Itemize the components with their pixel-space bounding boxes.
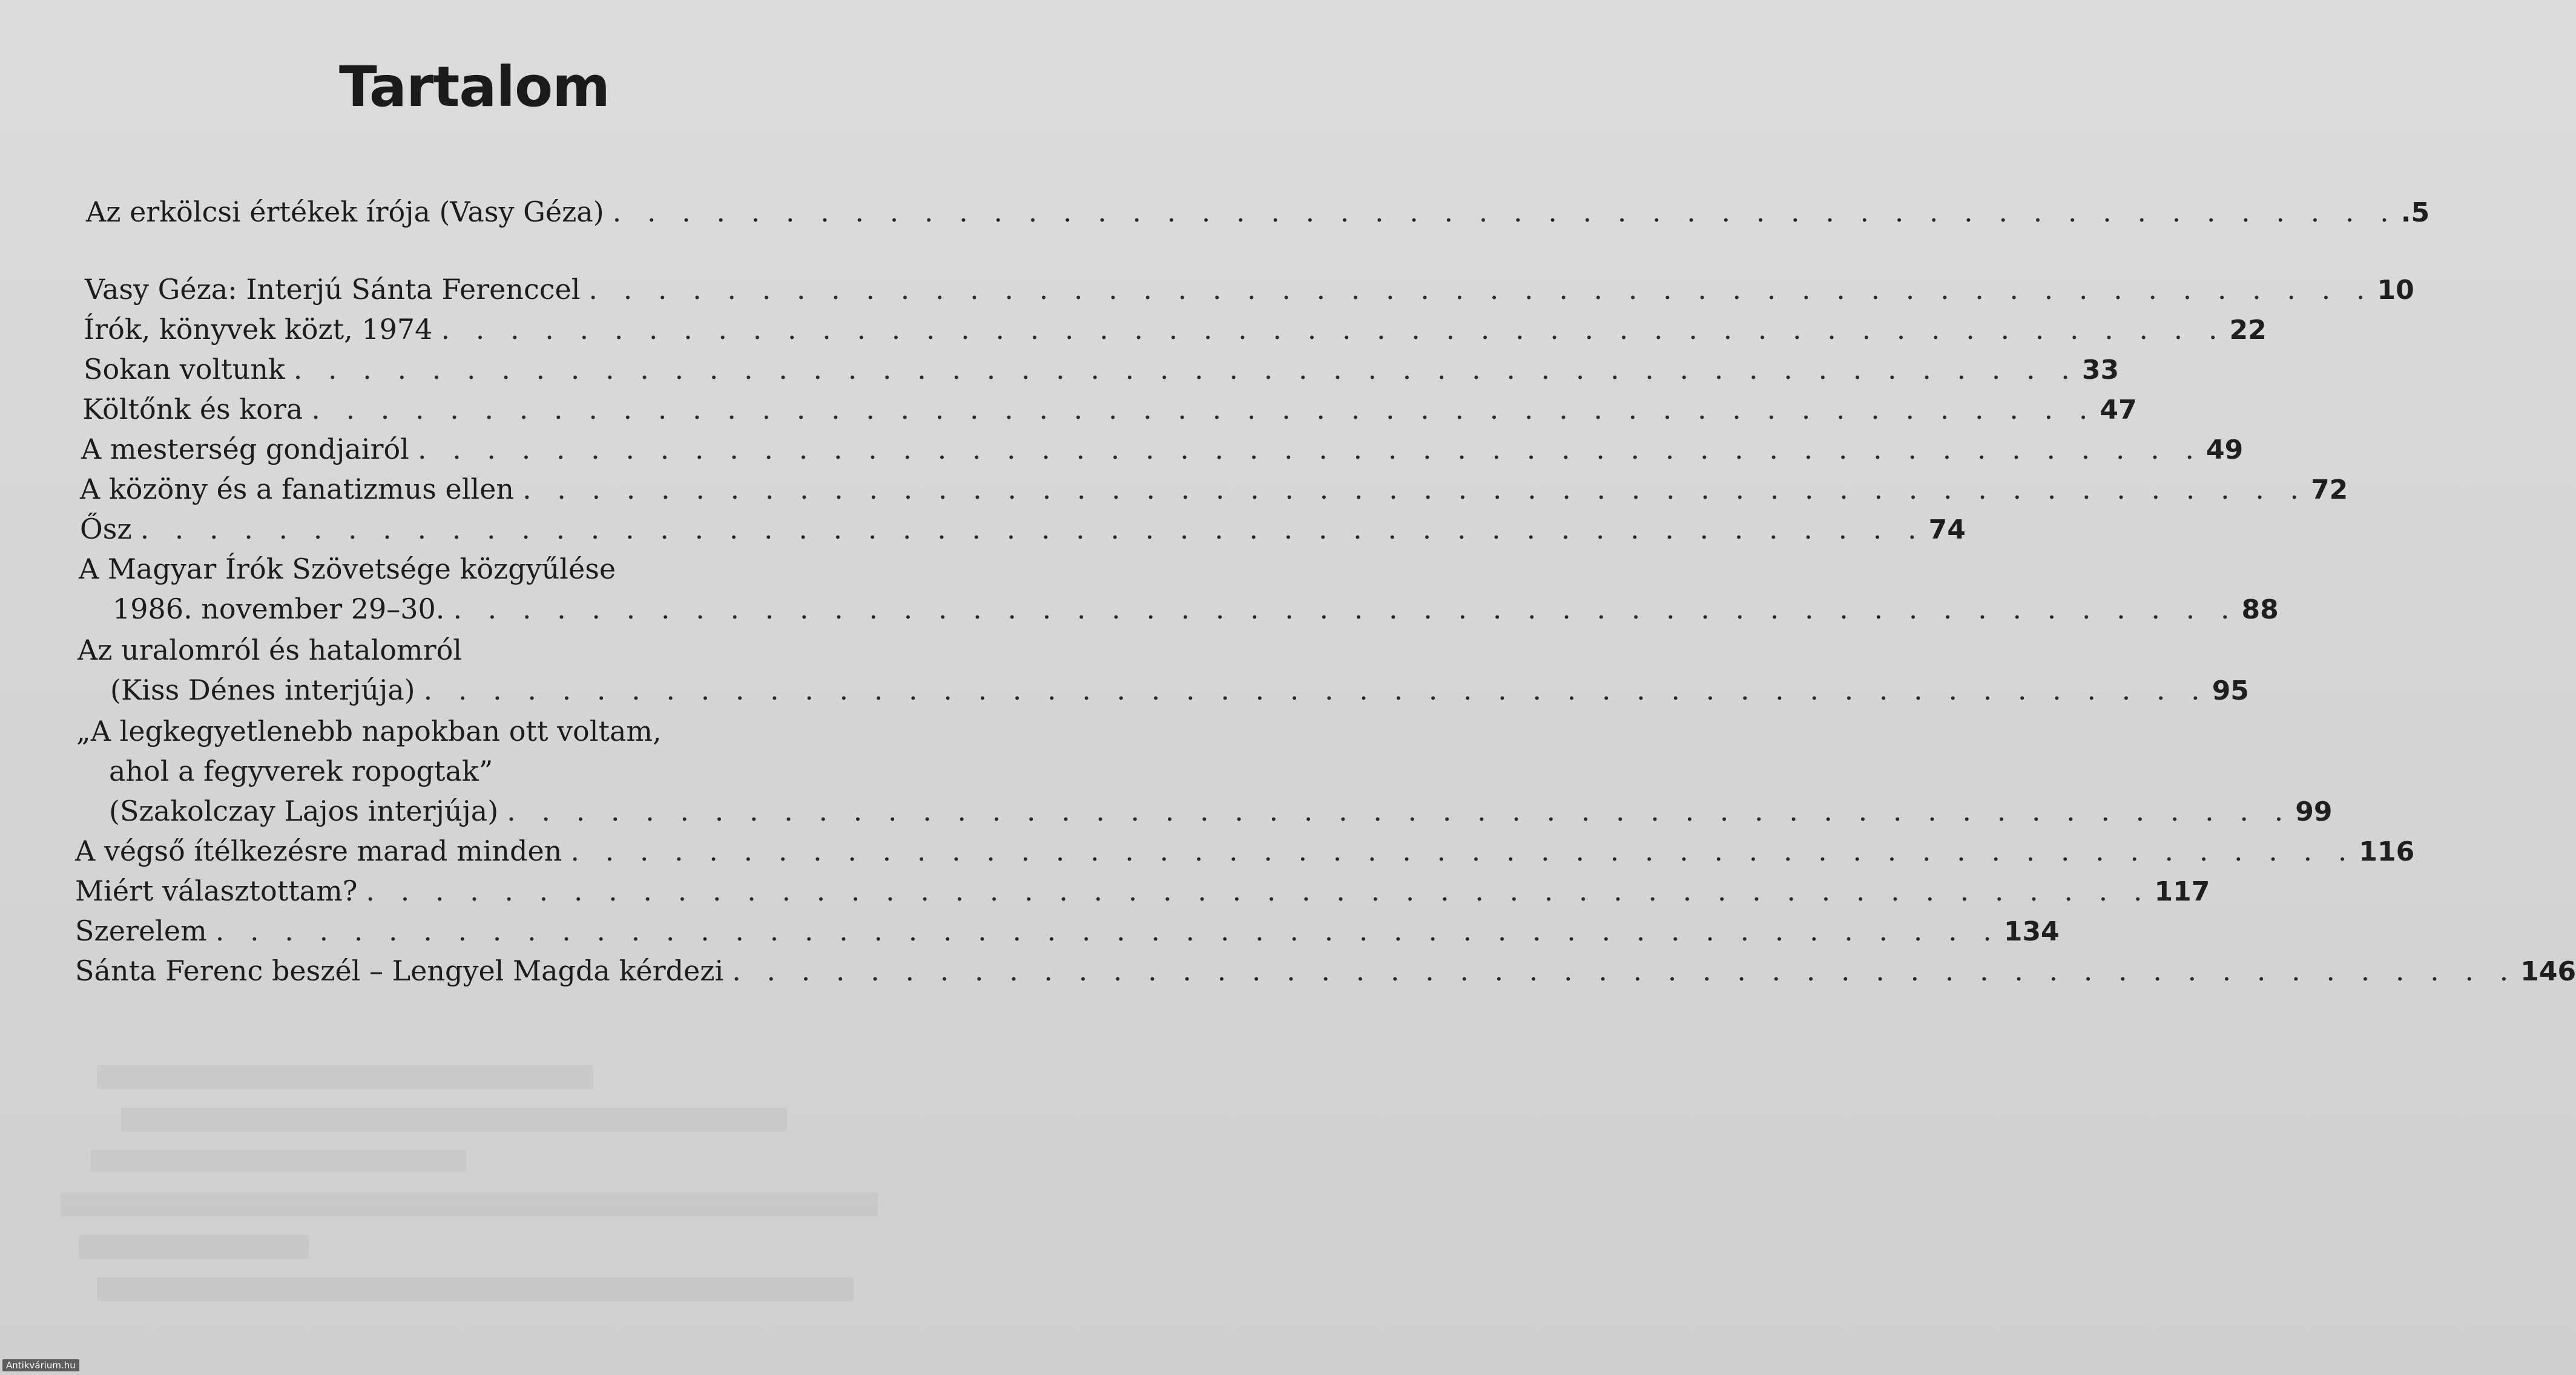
toc-title: Tartalom [339, 54, 610, 119]
toc-entry-title-line: Az uralomról és hatalomról [77, 634, 462, 666]
leader-dots: . . . . . . . . . . . . . . . . . . . . . . . . . . . . . . . . . . . . . . . . . . . . . . . . . . . . [366, 875, 2151, 907]
toc-page-number: 134 [2003, 916, 2060, 947]
toc-page-number: 10 [2377, 275, 2414, 306]
toc-page-number: 72 [2311, 474, 2348, 505]
leader-dots: . . . . . . . . . . . . . . . . . . . . . . . . . . . . . . . . . . . . . . . . . . . . . . . . . . . . [570, 835, 2356, 867]
bleed-through-shadow [91, 1150, 466, 1172]
leader-dots: . . . . . . . . . . . . . . . . . . . . . . . . . . . . . . . . . . . . . . . . . . . . . . . . . . . . [732, 954, 2517, 987]
toc-page-number: .5 [2400, 197, 2430, 228]
leader-dots: . . . . . . . . . . . . . . . . . . . . . . . . . . . . . . . . . . . . . . . . . . . . . . . . . . . . [441, 313, 2226, 346]
leader-dots: . . . . . . . . . . . . . . . . . . . . . . . . . . . . . . . . . . . . . . . . . . . . . . . . . . . . [311, 393, 2097, 425]
toc-entry-title: (Szakolczay Lajos interjúja) [109, 795, 499, 827]
leader-dots: . . . . . . . . . . . . . . . . . . . . . . . . . . . . . . . . . . . . . . . . . . . . . . . . . . . . [612, 195, 2397, 228]
toc-entry-title: Szerelem [75, 914, 207, 947]
toc-entry[interactable] [110, 672, 2249, 709]
toc-page-number: 88 [2241, 594, 2279, 625]
toc-page-number: 146 [2520, 956, 2576, 987]
toc-entry[interactable] [80, 511, 1966, 548]
toc-entry[interactable] [80, 471, 2348, 508]
toc-entry-title: A mesterség gondjairól [81, 433, 409, 465]
toc-entry[interactable] [86, 194, 2430, 231]
bleed-through-shadow [61, 1192, 878, 1216]
toc-page-number: 33 [2081, 355, 2120, 386]
leader-dots: . . . . . . . . . . . . . . . . . . . . . . . . . . . . . . . . . . . . . . . . . . . . . . . . . . . . [453, 592, 2238, 625]
toc-entry-title: Sokan voltunk [84, 353, 285, 386]
toc-entry[interactable] [75, 953, 2576, 990]
toc-page-number: 95 [2212, 675, 2249, 706]
leader-dots: . . . . . . . . . . . . . . . . . . . . . . . . . . . . . . . . . . . . . . . . . . . . . . . . . . . . [588, 273, 2374, 306]
toc-entry[interactable] [113, 591, 2279, 628]
leader-dots: . . . . . . . . . . . . . . . . . . . . . . . . . . . . . . . . . . . . . . . . . . . . . . . . . . . . [417, 433, 2202, 465]
toc-entry-title: Az erkölcsi értékek írója (Vasy Géza) [86, 195, 604, 228]
leader-dots: . . . . . . . . . . . . . . . . . . . . . . . . . . . . . . . . . . . . . . . . . . . . . . . . . . . . [423, 674, 2209, 706]
bleed-through-shadow [97, 1065, 593, 1089]
toc-entry[interactable] [75, 873, 2210, 910]
bleed-through-shadow [121, 1108, 787, 1132]
toc-entry-title: Sánta Ferenc beszél – Lengyel Magda kérdezi [75, 954, 724, 987]
toc-entry-title: A közöny és a fanatizmus ellen [80, 473, 514, 505]
toc-entry-title-line: A Magyar Írók Szövetsége közgyűlése [79, 553, 616, 585]
toc-entry[interactable] [81, 431, 2244, 468]
toc-page-number: 22 [2229, 315, 2267, 346]
toc-page-number: 49 [2205, 435, 2244, 465]
watermark: Antikvárium.hu [2, 1359, 79, 1371]
toc-entry[interactable] [84, 311, 2267, 349]
leader-dots: . . . . . . . . . . . . . . . . . . . . . . . . . . . . . . . . . . . . . . . . . . . . . . . . . . . . [507, 795, 2292, 827]
toc-entry-title: Költőnk és kora [82, 393, 303, 425]
toc-entry-title-line: ahol a fegyverek ropogtak” [109, 755, 493, 787]
toc-entry[interactable] [109, 793, 2333, 830]
toc-entry-title: Ősz [80, 513, 132, 545]
toc-entry[interactable] [85, 271, 2414, 309]
toc-page-number: 47 [2100, 395, 2137, 425]
toc-entry[interactable] [84, 351, 2120, 389]
toc-entry-title: Írók, könyvek közt, 1974 [84, 313, 433, 346]
toc-page-number: 117 [2154, 876, 2210, 907]
toc-page-number: 116 [2359, 836, 2415, 867]
leader-dots: . . . . . . . . . . . . . . . . . . . . . . . . . . . . . . . . . . . . . . . . . . . . . . . . . . . . [293, 353, 2078, 386]
toc-entry-title: (Kiss Dénes interjúja) [110, 674, 415, 706]
bleed-through-shadow [79, 1235, 309, 1259]
leader-dots: . . . . . . . . . . . . . . . . . . . . . . . . . . . . . . . . . . . . . . . . . . . . . . . . . . . . [522, 473, 2308, 505]
toc-entry-title: Miért választottam? [75, 875, 358, 907]
toc-entry-title: Vasy Géza: Interjú Sánta Ferenccel [85, 273, 581, 306]
toc-entry[interactable] [75, 833, 2415, 870]
toc-page-number: 74 [1928, 514, 1966, 545]
toc-entry-title: 1986. november 29–30. [113, 592, 445, 625]
bleed-through-shadow [97, 1277, 854, 1301]
toc-page-number: 99 [2295, 796, 2333, 827]
leader-dots: . . . . . . . . . . . . . . . . . . . . . . . . . . . . . . . . . . . . . . . . . . . . . . . . . . . . [215, 914, 2000, 947]
leader-dots: . . . . . . . . . . . . . . . . . . . . . . . . . . . . . . . . . . . . . . . . . . . . . . . . . . . . [140, 513, 1925, 545]
toc-entry[interactable] [82, 391, 2137, 428]
toc-entry-title: A végső ítélkezésre marad minden [75, 835, 562, 867]
toc-entry[interactable] [75, 913, 2060, 950]
toc-entry-title-line: „A legkegyetlenebb napokban ott voltam, [76, 715, 662, 747]
